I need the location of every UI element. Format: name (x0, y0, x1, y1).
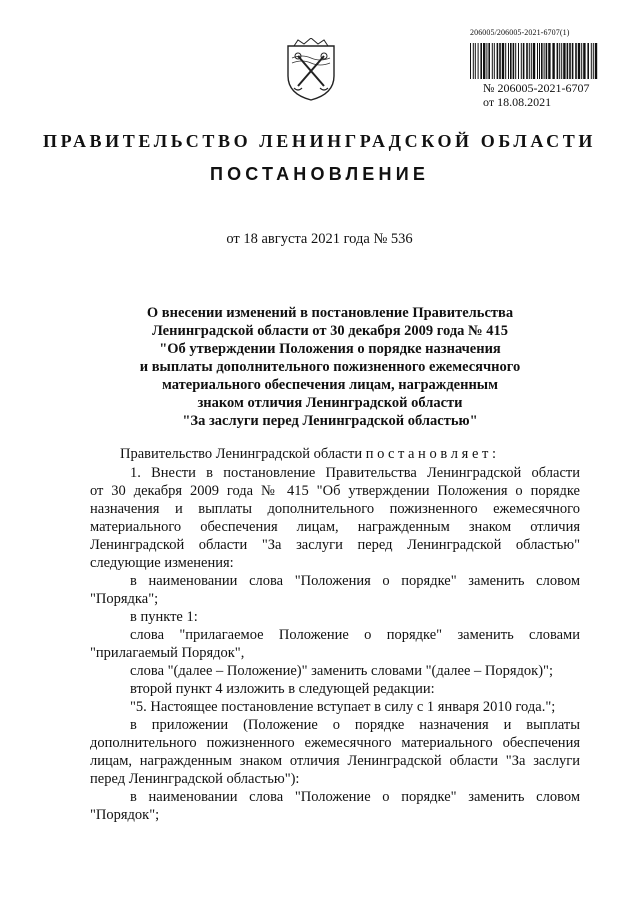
body-line: перед Ленинградской областью"): (90, 771, 300, 787)
body-line: назначения и выплаты дополнительного пожизненного ежемесячного (90, 501, 580, 517)
heading-line: Ленинградской области от 30 декабря 2009 года № 415 (151, 323, 509, 339)
body-line: материального обеспечения лицам, награжденным знаком отличия (90, 519, 580, 535)
body-line: Правительство Ленинградской области п о с т а н о в л я е т : (120, 446, 496, 462)
registration-date: от 18.08.2021 (483, 95, 552, 109)
registration-number: № 206005-2021-6707 (483, 81, 590, 95)
body-line: "прилагаемый Порядок", (90, 645, 245, 661)
body-line: 1. Внести в постановление Правительства Ленинградской области (130, 465, 580, 481)
decree-date-line: от 18 августа 2021 года № 536 (226, 231, 413, 247)
heading-line: материального обеспечения лицам, награжденным (161, 377, 498, 393)
document-type-title: ПОСТАНОВЛЕНИЕ (209, 164, 430, 184)
heading-line: О внесении изменений в постановление Правительства (146, 305, 514, 321)
heading-line: и выплаты дополнительного пожизненного ежемесячного (139, 359, 521, 375)
heading-line: знаком отличия Ленинградской области (197, 395, 463, 411)
heading-line: "За заслуги перед Ленинградской областью" (182, 413, 478, 429)
body-line: Ленинградской области "За заслуги перед Ленинградской областью" (90, 537, 580, 553)
body-line: "5. Настоящее постановление вступает в силу с 1 января 2010 года."; (130, 699, 556, 715)
body-line: следующие изменения: (90, 555, 234, 571)
body-line: в наименовании слова "Положения о порядке" заменить словом (130, 573, 580, 589)
coat-of-arms-icon (284, 38, 338, 102)
decree-heading (100, 304, 560, 430)
body-line: слова "прилагаемое Положение о порядке" заменить словами (130, 627, 580, 643)
barcode-image (470, 43, 600, 79)
heading-line: "Об утверждении Положения о порядке назначения (159, 341, 501, 357)
body-line: в приложении (Положение о порядке назначения и выплаты (130, 717, 580, 733)
body-line: в наименовании слова "Положение о порядке" заменить словом (130, 789, 580, 805)
body-line: от 30 декабря 2009 года № 415 "Об утверждении Положения о порядке (90, 483, 580, 499)
body-line: в пункте 1: (130, 609, 198, 625)
body-line: "Порядка"; (90, 591, 159, 607)
document-reference: 206005/206005-2021-6707(1) (470, 28, 570, 37)
body-line: "Порядок"; (90, 807, 160, 823)
government-title: ПРАВИТЕЛЬСТВО ЛЕНИНГРАДСКОЙ ОБЛАСТИ (43, 131, 596, 151)
body-line: лицам, награжденным знаком отличия Ленинградской области "За заслуги (90, 753, 580, 769)
body-line: дополнительного пожизненного ежемесячного материального обеспечения (90, 735, 580, 751)
body-line: слова "(далее – Положение)" заменить словами "(далее – Порядок)"; (130, 663, 554, 679)
body-line: второй пункт 4 изложить в следующей редакции: (130, 681, 435, 697)
